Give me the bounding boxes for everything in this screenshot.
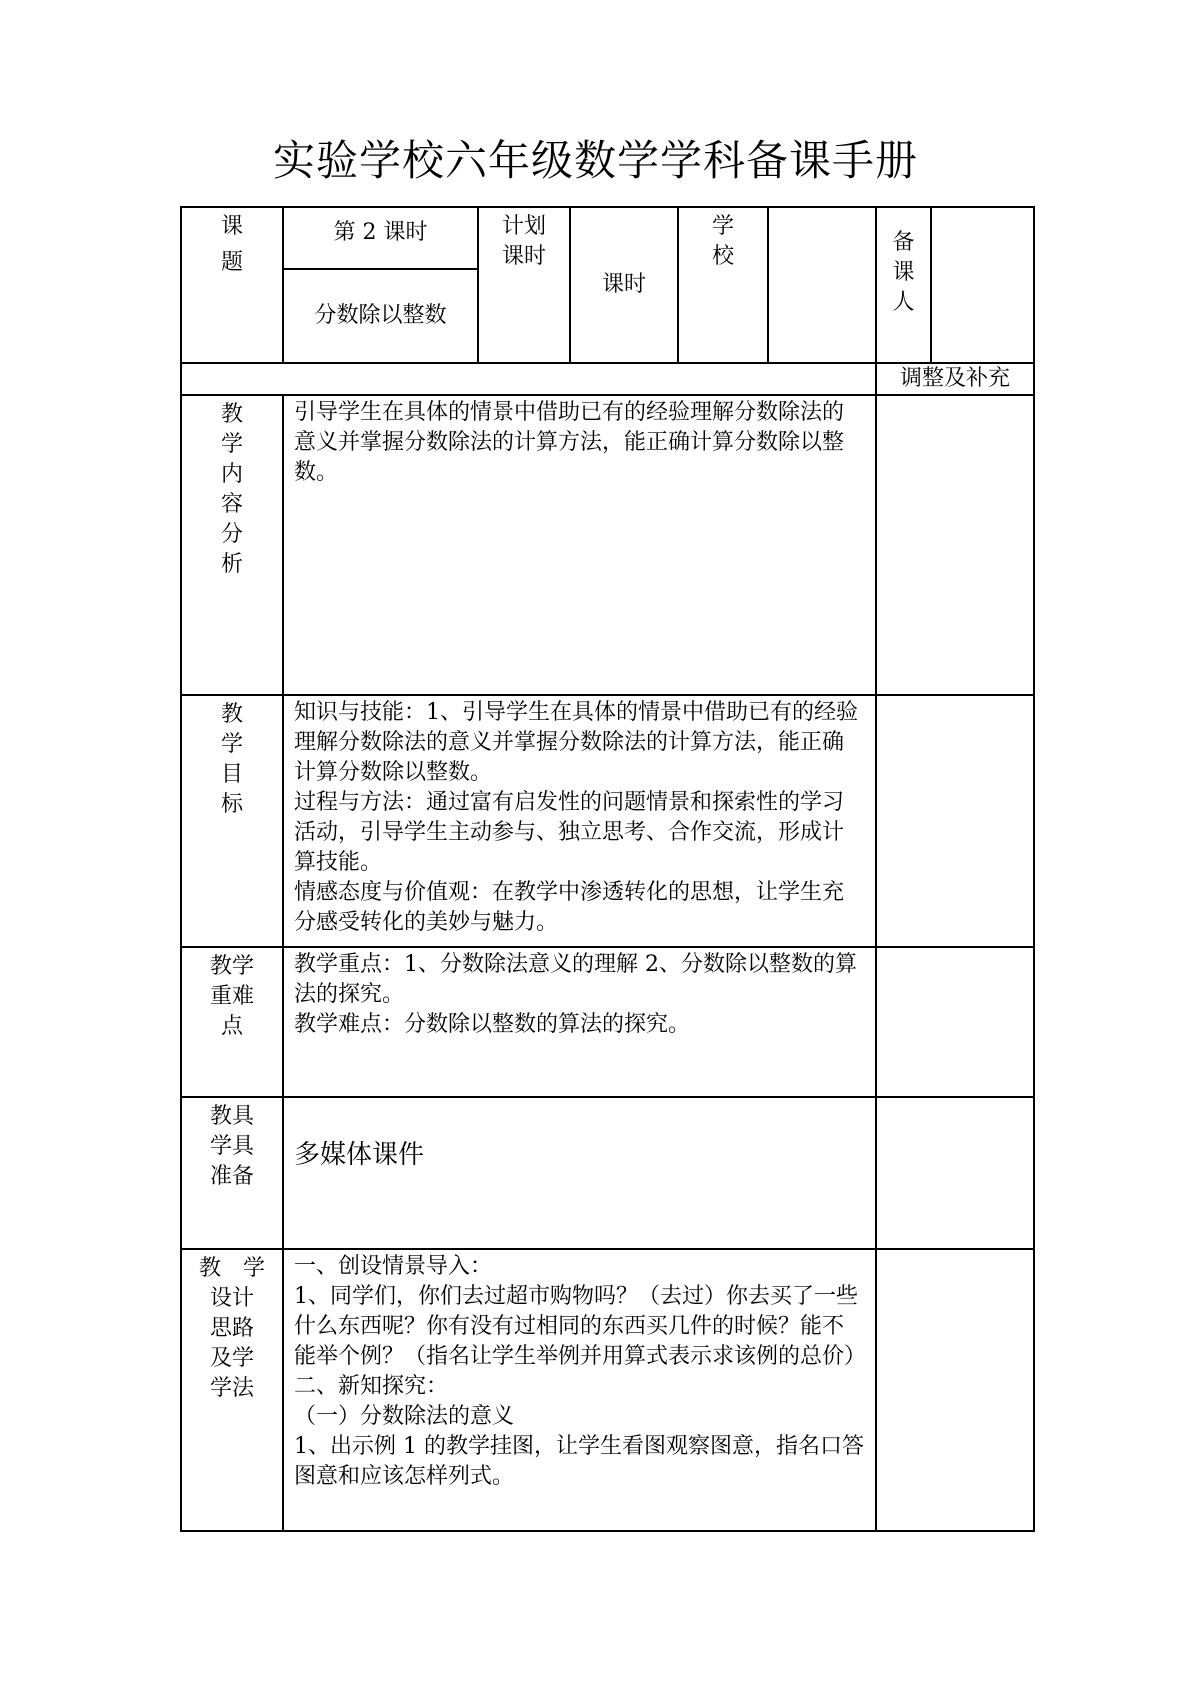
- tools-text: 多媒体课件: [283, 1097, 876, 1249]
- difficult-point: 教学难点：分数除以整数的算法的探究。: [294, 1012, 691, 1037]
- content-analysis-label: 教 学 内 容 分 析: [181, 395, 283, 695]
- content-analysis-text: 引导学生在具体的情景中借助已有的经验理解分数除法的意义并掌握分数除法的计算方法，能正确计算分数除以整数。: [283, 395, 876, 695]
- preparer-value: [931, 207, 1034, 363]
- content-analysis-adjust: [876, 395, 1034, 695]
- design-text: [283, 1249, 876, 1531]
- key-point: 教学重点：1、分数除法意义的理解 2、分数除以整数的算法的探究。: [294, 952, 857, 1007]
- lesson-number: 第 2 课时: [283, 207, 478, 269]
- objective-attitude: 情感态度与价值观：在教学中渗透转化的思想，让学生充分感受转化的美妙与魅力。: [294, 880, 845, 935]
- page-title: 实验学校六年级数学学科备课手册: [272, 136, 918, 185]
- lesson-name: 分数除以整数: [283, 269, 478, 363]
- objective-knowledge: 知识与技能：1、引导学生在具体的情景中借助已有的经验理解分数除法的意义并掌握分数除法的计算方法，能正确计算分数除以整数。: [294, 700, 858, 785]
- tools-label: 教具 学具 准备: [181, 1097, 283, 1249]
- design-line: （一）分数除法的意义: [294, 1404, 515, 1429]
- key-points-label: 教学 重难 点: [181, 947, 283, 1097]
- objective-process: 过程与方法：通过富有启发性的问题情景和探索性的学习活动，引导学生主动参与、独立思考、合作交流，形成计算技能。: [294, 790, 845, 875]
- hours-label: 课时: [570, 207, 678, 363]
- preparer-label: 备 课 人: [876, 207, 931, 363]
- design-line: 1、出示例 1 的教学挂图，让学生看图观察图意，指名口答图意和应该怎样列式。: [294, 1434, 864, 1489]
- design-line: 1、同学们，你们去过超市购物吗？（去过）你去买了一些什么东西呢？你有没有过相同的东西买几件的时候？能不能举个例？（指名让学生举例并用算式表示求该例的总价）: [294, 1284, 867, 1369]
- design-label: 教 学 设计 思路 及学 学法: [181, 1249, 283, 1531]
- header-spacer: [181, 363, 876, 395]
- objectives-adjust: [876, 695, 1034, 947]
- topic-label: 课 题: [181, 207, 283, 363]
- plan-hours-label: 计划 课时: [478, 207, 570, 363]
- key-points-text: [283, 947, 876, 1097]
- objectives-text: [283, 695, 876, 947]
- school-value: [768, 207, 876, 363]
- design-adjust: [876, 1249, 1034, 1531]
- design-line: 二、新知探究：: [294, 1374, 449, 1399]
- objectives-label: 教 学 目 标: [181, 695, 283, 947]
- design-line: 一、创设情景导入：: [294, 1254, 493, 1279]
- adjust-label: 调整及补充: [876, 363, 1034, 395]
- lesson-plan-table: [180, 206, 1035, 1532]
- key-points-adjust: [876, 947, 1034, 1097]
- tools-adjust: [876, 1097, 1034, 1249]
- school-label: 学 校: [678, 207, 768, 363]
